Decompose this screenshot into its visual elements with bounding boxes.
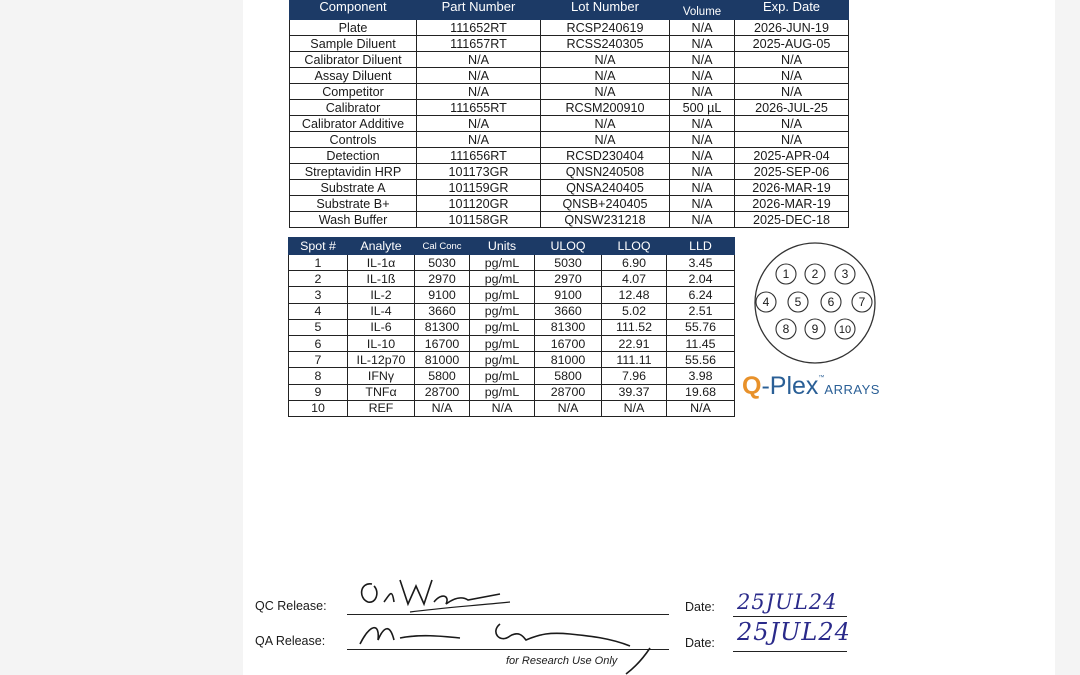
analyte-cell: pg/mL [470, 384, 535, 400]
spot-number: 8 [782, 322, 790, 337]
analyte-cell: pg/mL [470, 319, 535, 335]
analyte-cell: 16700 [535, 335, 602, 351]
components-row [290, 212, 849, 228]
analyte-col-header: LLD [667, 238, 735, 255]
components-cell: N/A [417, 132, 541, 148]
components-cell: N/A [541, 52, 670, 68]
qc-date-value: 25JUL24 [737, 590, 838, 614]
analyte-cell: 5800 [535, 368, 602, 384]
components-row [290, 116, 849, 132]
components-cell: 101158GR [417, 212, 541, 228]
components-row [290, 36, 849, 52]
components-cell: N/A [670, 196, 735, 212]
analyte-cell: 3660 [415, 303, 470, 319]
components-cell: 101173GR [417, 164, 541, 180]
components-cell: N/A [735, 116, 849, 132]
analyte-cell: 7.96 [602, 368, 667, 384]
components-cell: N/A [417, 116, 541, 132]
analyte-cell: 2970 [415, 271, 470, 287]
analyte-row [289, 352, 735, 368]
components-table [289, 0, 849, 228]
analyte-cell: N/A [415, 400, 470, 416]
analyte-cell: 28700 [535, 384, 602, 400]
analyte-cell: 5 [289, 319, 348, 335]
analyte-cell: 5800 [415, 368, 470, 384]
components-cell: N/A [670, 212, 735, 228]
analyte-cell: 81000 [535, 352, 602, 368]
spot-number: 1 [782, 267, 790, 282]
analyte-cell: 28700 [415, 384, 470, 400]
analyte-cell: 3 [289, 287, 348, 303]
components-row [290, 196, 849, 212]
qa-date-label: Date: [685, 636, 715, 650]
components-cell: N/A [670, 148, 735, 164]
components-cell: 2026-MAR-19 [735, 180, 849, 196]
components-cell: 2025-AUG-05 [735, 36, 849, 52]
analyte-col-header: Cal Conc [415, 238, 470, 255]
qc-date-label: Date: [685, 600, 715, 614]
components-cell: Streptavidin HRP [290, 164, 417, 180]
analyte-cell: 2 [289, 271, 348, 287]
analyte-cell: pg/mL [470, 271, 535, 287]
components-cell: QNSB+240405 [541, 196, 670, 212]
analyte-cell: 3.45 [667, 255, 735, 271]
analyte-cell: pg/mL [470, 368, 535, 384]
analyte-cell: 16700 [415, 335, 470, 351]
components-col-header: Lot Number [541, 0, 670, 20]
components-row [290, 148, 849, 164]
analyte-table [288, 237, 735, 417]
components-cell: RCSP240619 [541, 20, 670, 36]
qa-date-value: 25JUL24 [737, 618, 851, 646]
components-cell: N/A [541, 116, 670, 132]
components-cell: N/A [670, 68, 735, 84]
analyte-cell: N/A [470, 400, 535, 416]
analyte-cell: 6.90 [602, 255, 667, 271]
analyte-cell: pg/mL [470, 352, 535, 368]
analyte-cell: 39.37 [602, 384, 667, 400]
analyte-cell: 111.11 [602, 352, 667, 368]
components-cell: 2025-APR-04 [735, 148, 849, 164]
components-cell: N/A [541, 84, 670, 100]
components-row [290, 100, 849, 116]
qc-release-label: QC Release: [255, 599, 327, 613]
components-cell: N/A [417, 68, 541, 84]
analyte-row [289, 335, 735, 351]
analyte-cell: REF [348, 400, 415, 416]
analyte-cell: 22.91 [602, 335, 667, 351]
components-cell: Assay Diluent [290, 68, 417, 84]
components-cell: 2026-JUL-25 [735, 100, 849, 116]
components-cell: QNSW231218 [541, 212, 670, 228]
logo-q: Q [742, 372, 762, 400]
analyte-col-header: Analyte [348, 238, 415, 255]
analyte-cell: pg/mL [470, 335, 535, 351]
analyte-cell: 81300 [415, 319, 470, 335]
analyte-cell: IL-1α [348, 255, 415, 271]
spot-number: 9 [811, 322, 819, 337]
analyte-col-header: LLOQ [602, 238, 667, 255]
analyte-cell: IFNγ [348, 368, 415, 384]
components-row [290, 84, 849, 100]
spot-number: 3 [841, 267, 849, 282]
components-cell: Competitor [290, 84, 417, 100]
components-cell: 2026-JUN-19 [735, 20, 849, 36]
components-cell: 500 µL [670, 100, 735, 116]
components-cell: 101159GR [417, 180, 541, 196]
analyte-cell: 12.48 [602, 287, 667, 303]
qc-date-line [733, 616, 847, 617]
analyte-cell: 10 [289, 400, 348, 416]
analyte-cell: 5030 [415, 255, 470, 271]
analyte-cell: 81300 [535, 319, 602, 335]
analyte-cell: 2.51 [667, 303, 735, 319]
analyte-row [289, 400, 735, 416]
analyte-cell: IL-1ß [348, 271, 415, 287]
components-cell: N/A [670, 20, 735, 36]
analyte-row [289, 255, 735, 271]
components-cell: RCSS240305 [541, 36, 670, 52]
analyte-cell: N/A [535, 400, 602, 416]
components-cell: N/A [670, 164, 735, 180]
analyte-cell: 9 [289, 384, 348, 400]
analyte-col-header: ULOQ [535, 238, 602, 255]
components-cell: Controls [290, 132, 417, 148]
logo-plex: -Plex [761, 372, 819, 400]
components-cell: RCSD230404 [541, 148, 670, 164]
components-cell: N/A [670, 52, 735, 68]
components-cell: 2026-MAR-19 [735, 196, 849, 212]
analyte-cell: IL-2 [348, 287, 415, 303]
spot-number: 5 [794, 295, 802, 310]
components-header-row [290, 0, 849, 20]
analyte-col-header: Units [470, 238, 535, 255]
components-cell: Sample Diluent [290, 36, 417, 52]
components-cell: N/A [541, 68, 670, 84]
analyte-cell: 11.45 [667, 335, 735, 351]
analyte-cell: N/A [667, 400, 735, 416]
components-cell: Plate [290, 20, 417, 36]
analyte-cell: IL-4 [348, 303, 415, 319]
q-plex-arrays-logo [742, 372, 880, 401]
components-cell: Calibrator Diluent [290, 52, 417, 68]
components-cell: QNSN240508 [541, 164, 670, 180]
components-cell: N/A [417, 84, 541, 100]
components-cell: 2025-DEC-18 [735, 212, 849, 228]
components-row [290, 132, 849, 148]
analyte-cell: 4.07 [602, 271, 667, 287]
spot-layout-diagram [748, 237, 884, 369]
analyte-cell: IL-10 [348, 335, 415, 351]
components-cell: N/A [735, 52, 849, 68]
analyte-cell: TNFα [348, 384, 415, 400]
components-cell: Substrate A [290, 180, 417, 196]
spot-number: 10 [838, 324, 852, 337]
analyte-cell: 81000 [415, 352, 470, 368]
qa-release-label: QA Release: [255, 634, 326, 648]
well-outline [755, 243, 875, 363]
analyte-cell: 6.24 [667, 287, 735, 303]
spot-number: 6 [827, 295, 835, 310]
logo-trademark: ™ [818, 375, 825, 381]
components-col-header: Exp. Date [735, 0, 849, 20]
components-cell: N/A [670, 84, 735, 100]
analyte-cell: 4 [289, 303, 348, 319]
components-cell: N/A [670, 36, 735, 52]
components-cell: 111657RT [417, 36, 541, 52]
components-cell: Substrate B+ [290, 196, 417, 212]
components-cell: 111655RT [417, 100, 541, 116]
components-cell: N/A [735, 68, 849, 84]
analyte-cell: N/A [602, 400, 667, 416]
components-cell: N/A [735, 132, 849, 148]
qa-date-line [733, 651, 847, 652]
analyte-cell: 19.68 [667, 384, 735, 400]
components-cell: N/A [541, 132, 670, 148]
spot-number: 2 [811, 267, 819, 282]
components-col-header: Component [290, 0, 417, 20]
components-row [290, 164, 849, 180]
components-row [290, 52, 849, 68]
analyte-row [289, 287, 735, 303]
components-cell: QNSA240405 [541, 180, 670, 196]
components-cell: Calibrator Additive [290, 116, 417, 132]
analyte-row [289, 384, 735, 400]
components-cell: 2025-SEP-06 [735, 164, 849, 180]
analyte-cell: 55.56 [667, 352, 735, 368]
analyte-cell: 5.02 [602, 303, 667, 319]
logo-arrays: ARRAYS [824, 382, 880, 397]
analyte-header-row [289, 238, 735, 255]
analyte-cell: IL-6 [348, 319, 415, 335]
components-cell: N/A [417, 52, 541, 68]
components-cell: Wash Buffer [290, 212, 417, 228]
analyte-cell: 2.04 [667, 271, 735, 287]
components-cell: Calibrator [290, 100, 417, 116]
analyte-cell: 1 [289, 255, 348, 271]
components-row [290, 68, 849, 84]
analyte-cell: 111.52 [602, 319, 667, 335]
spot-number: 7 [858, 295, 866, 310]
analyte-row [289, 368, 735, 384]
components-cell: N/A [670, 180, 735, 196]
components-cell: RCSM200910 [541, 100, 670, 116]
analyte-cell: pg/mL [470, 255, 535, 271]
analyte-col-header: Spot # [289, 238, 348, 255]
analyte-cell: 9100 [415, 287, 470, 303]
analyte-cell: 7 [289, 352, 348, 368]
analyte-cell: 3.98 [667, 368, 735, 384]
components-col-header: Part Number [417, 0, 541, 20]
research-use-footer: for Research Use Only [506, 655, 618, 667]
components-col-header: Volume [670, 0, 735, 20]
components-cell: 111652RT [417, 20, 541, 36]
analyte-cell: 3660 [535, 303, 602, 319]
analyte-cell: pg/mL [470, 303, 535, 319]
components-cell: 101120GR [417, 196, 541, 212]
components-cell: Detection [290, 148, 417, 164]
analyte-cell: 8 [289, 368, 348, 384]
components-cell: N/A [670, 132, 735, 148]
analyte-row [289, 303, 735, 319]
components-cell: N/A [735, 84, 849, 100]
analyte-cell: pg/mL [470, 287, 535, 303]
analyte-cell: 5030 [535, 255, 602, 271]
components-cell: 111656RT [417, 148, 541, 164]
analyte-row [289, 271, 735, 287]
analyte-cell: 6 [289, 335, 348, 351]
analyte-cell: 55.76 [667, 319, 735, 335]
components-row [290, 20, 849, 36]
spot-number: 4 [762, 295, 770, 310]
analyte-cell: 9100 [535, 287, 602, 303]
analyte-cell: 2970 [535, 271, 602, 287]
analyte-cell: IL-12p70 [348, 352, 415, 368]
analyte-row [289, 319, 735, 335]
components-cell: N/A [670, 116, 735, 132]
components-row [290, 180, 849, 196]
